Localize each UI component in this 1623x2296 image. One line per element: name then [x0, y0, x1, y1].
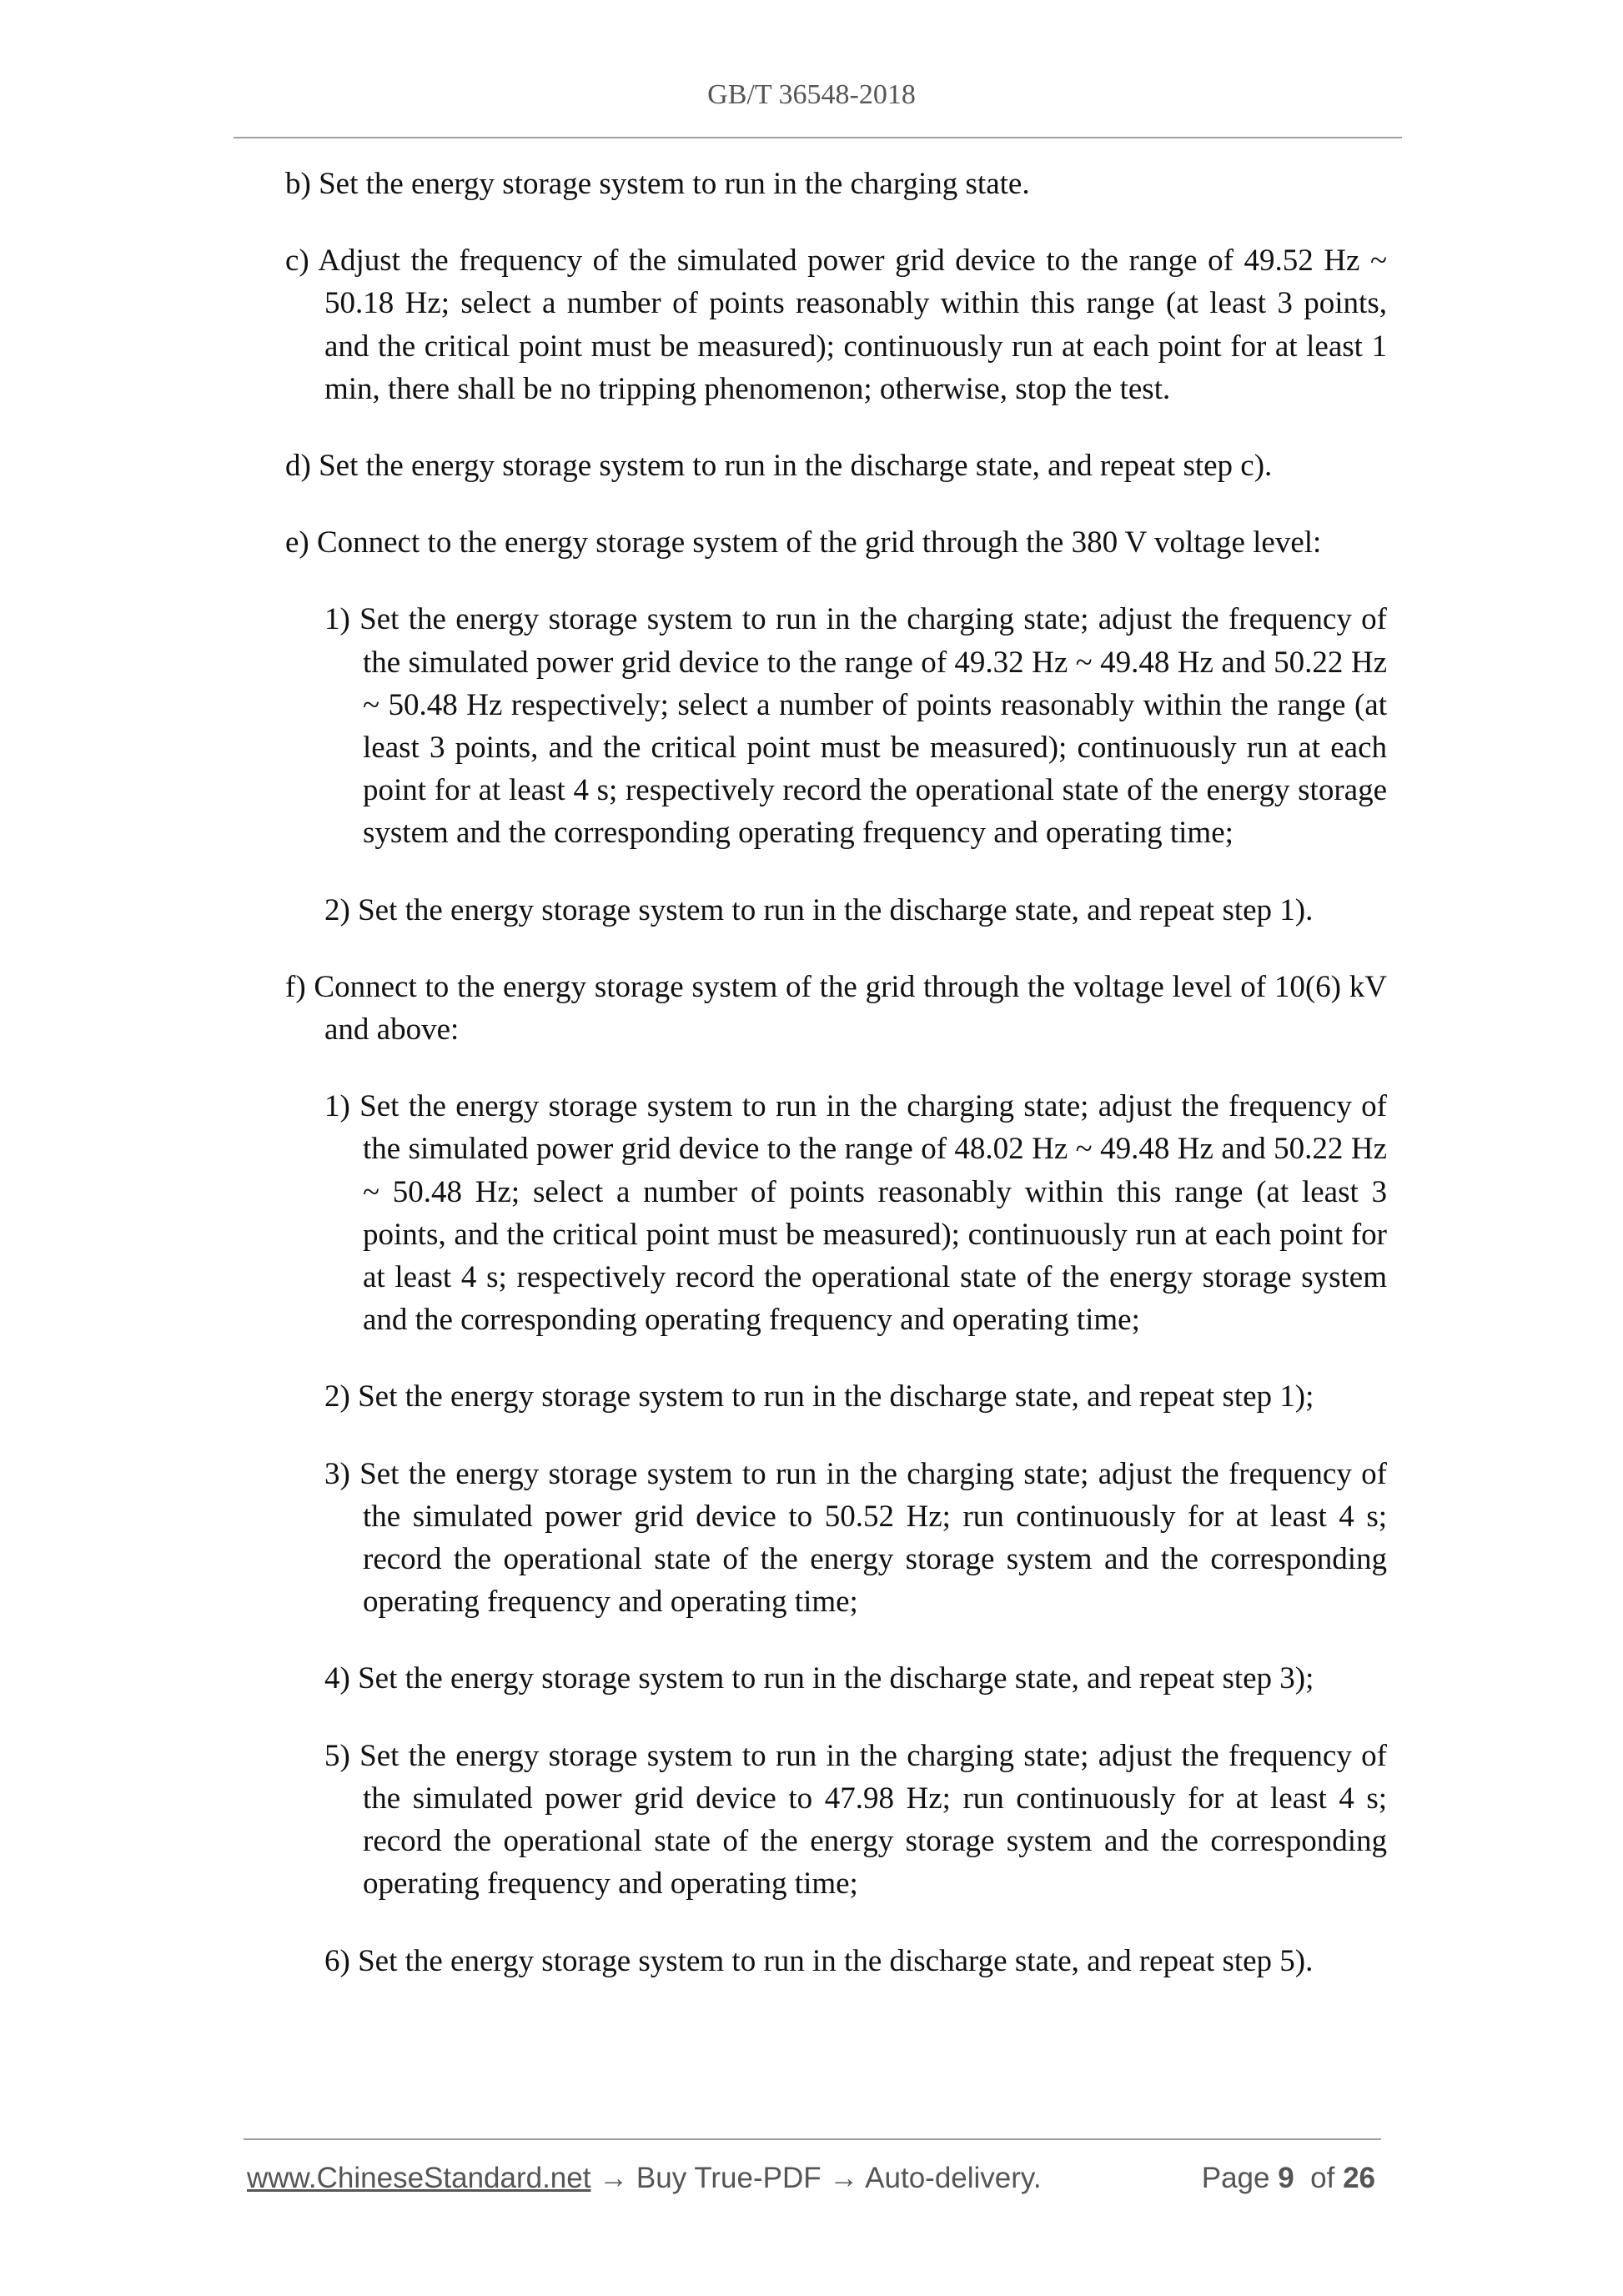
footer-rule [244, 2138, 1381, 2140]
page-indicator [1202, 2162, 1375, 2195]
step-f-5: 5) Set the energy storage system to run in the charging state; adjust the frequency of the simulated power grid device to 47.98 Hz; run continuously for at least 4 s; record the operational state of the energy storage system and the corresponding operating frequency and operating time; [324, 1738, 1387, 1902]
promo-text: → Buy True-PDF → Auto-delivery. [590, 2162, 1042, 2194]
page-footer [247, 2162, 1375, 2195]
page-total: 26 [1343, 2162, 1375, 2194]
step-f-2: 2) Set the energy storage system to run in the discharge state, and repeat step 1); [324, 1379, 1314, 1414]
of-label: of [1310, 2162, 1335, 2194]
step-e-1: 1) Set the energy storage system to run in the charging state; adjust the frequency of the simulated power grid device to the range of 49.32 Hz ~ 49.48 Hz and 50.22 Hz ~ 50.48 Hz respectively; select a number of points reasonably within the range (at least 3 points, and the critical point must be measured); continuously run at each point for at least 4 s; respectively record the operational state of the energy storage system and the corresponding operating frequency and operating time; [324, 602, 1387, 851]
step-f: f) Connect to the energy storage system of the grid through the voltage level of 10(6) kV and above: [285, 969, 1387, 1048]
document-header: GB/T 36548-2018 [707, 79, 916, 110]
step-e-2: 2) Set the energy storage system to run in the discharge state, and repeat step 1). [324, 892, 1314, 927]
step-f-1: 1) Set the energy storage system to run in the charging state; adjust the frequency of the simulated power grid device to the range of 48.02 Hz ~ 49.48 Hz and 50.22 Hz ~ 50.48 Hz; select a number of points reasonably within this range (at least 3 points, and the critical point must be measured); continuously run at each point for at least 4 s; respectively record the operational state of the energy storage system and the corresponding operating frequency and operating time; [324, 1089, 1387, 1338]
header-rule [234, 137, 1402, 138]
step-f-4: 4) Set the energy storage system to run in the discharge state, and repeat step 3); [324, 1661, 1314, 1696]
page-number: 9 [1278, 2162, 1294, 2194]
step-e: e) Connect to the energy storage system of the grid through the 380 V voltage level: [285, 525, 1322, 560]
page-label: Page [1201, 2162, 1270, 2194]
step-c: c) Adjust the frequency of the simulated power grid device to the range of 49.52 Hz ~ 50.18 Hz; select a number of points reasonably within this range (at least 3 points, and the critical point must be measured); continuously run at each point for at least 1 min, there shall be no tripping phenomenon; otherwise, stop the test. [285, 244, 1387, 406]
step-b: b) Set the energy storage system to run in the charging state. [285, 167, 1030, 201]
step-f-6: 6) Set the energy storage system to run in the discharge state, and repeat step 5). [324, 1943, 1314, 1978]
website-link[interactable]: www.ChineseStandard.net [247, 2162, 591, 2194]
document-body [285, 163, 1387, 2017]
footer-promo [247, 2162, 1042, 2195]
step-f-3: 3) Set the energy storage system to run in the charging state; adjust the frequency of the simulated power grid device to 50.52 Hz; run continuously for at least 4 s; record the operational state of the energy storage system and the corresponding operating frequency and operating time; [324, 1456, 1387, 1620]
step-d: d) Set the energy storage system to run in the discharge state, and repeat step c). [285, 449, 1273, 484]
